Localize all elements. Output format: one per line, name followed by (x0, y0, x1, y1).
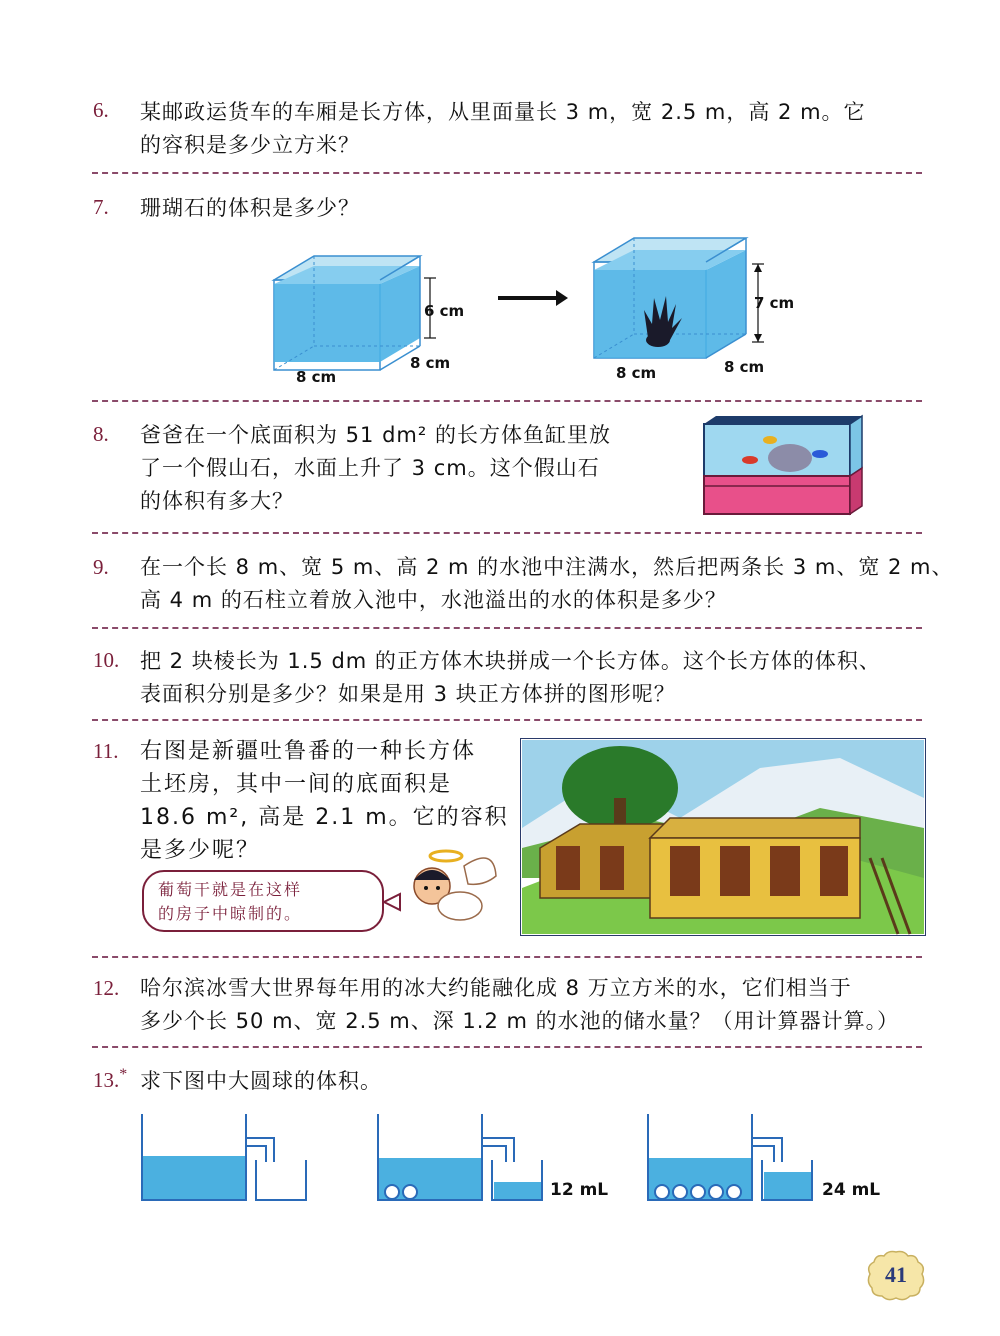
problem-13-number (93, 1068, 127, 1093)
problem-7-text (140, 192, 360, 225)
separator (92, 627, 922, 629)
problem-11-line4: 是多少呢？ (140, 838, 261, 863)
problem-8-line2: 了一个假山石，水面上升了 3 cm。这个假山石 (140, 456, 600, 480)
separator (92, 956, 922, 958)
problem-8-text (140, 419, 611, 518)
problem-9-line1: 在一个长 8 m、宽 5 m、高 2 m 的水池中注满水，然后把两条长 3 m、宽 2 m、 (140, 555, 954, 579)
bubble-line1: 葡萄干就是在这样 (158, 880, 303, 899)
adobe-house-illustration (520, 738, 926, 936)
problem-10-line1: 把 2 块棱长为 1.5 dm 的正方体木块拼成一个长方体。这个长方体的体积、 (140, 649, 881, 673)
problem-13-line1: 求下图中大圆球的体积。 (140, 1069, 382, 1093)
beaker-diagram (130, 1110, 910, 1210)
problem-12-number: 12. (93, 976, 120, 1000)
fish-tank-illustration (700, 414, 866, 522)
separator (92, 1046, 922, 1048)
tank1-width-label: 8 cm (296, 368, 337, 386)
separator (92, 719, 922, 721)
tank1-height-label: 6 cm (424, 302, 465, 320)
problem-8-line1: 爸爸在一个底面积为 51 dm² 的长方体鱼缸里放 (140, 423, 611, 447)
problem-6-number: 6. (93, 98, 109, 122)
separator (92, 400, 922, 402)
problem-7-number: 7. (93, 195, 109, 219)
angel-illustration (384, 836, 504, 936)
problem-9-line2: 高 4 m 的石柱立着放入池中，水池溢出的水的体积是多少？ (140, 588, 727, 612)
page-number: 41 (885, 1262, 907, 1287)
arrow-icon (498, 290, 568, 306)
separator (92, 172, 922, 174)
problem-6-line1: 某邮政运货车的车厢是长方体，从里面量长 3 m，宽 2.5 m，高 2 m。它 (140, 100, 866, 124)
problem-10-text (140, 645, 881, 711)
problem-12-line1: 哈尔滨冰雪大世界每年用的冰大约能融化成 8 万立方米的水，它们相当于 (140, 976, 852, 1000)
problem-6-text (140, 96, 866, 162)
beaker-set-2 (378, 1114, 542, 1200)
problem-12-line2: 多少个长 50 m、宽 2.5 m、深 1.2 m 的水池的储水量？（用计算器计算。） (140, 1009, 900, 1033)
tank2-height-label: 7 cm (754, 294, 795, 312)
problem-11-line2: 土坯房，其中一间的底面积是 (140, 772, 453, 797)
separator (92, 532, 922, 534)
problem-7-line1: 珊瑚石的体积是多少？ (140, 196, 360, 220)
problem-12-text (140, 972, 899, 1038)
problem-11-number: 11. (93, 739, 119, 763)
problem-11-line3: 18.6 m², 高是 2.1 m。它的容积 (140, 805, 509, 830)
problem-8-number: 8. (93, 422, 109, 446)
beaker-3-label: 24 mL (822, 1180, 881, 1200)
problem-9-number: 9. (93, 555, 109, 579)
bubble-line2: 的房子中晾制的。 (158, 904, 303, 923)
problem-10-number: 10. (93, 648, 120, 672)
problem-8-line3: 的体积有多大？ (140, 489, 294, 513)
problem-13-text (140, 1065, 382, 1098)
tank2-width-label: 8 cm (616, 364, 657, 382)
tank-2 (594, 238, 764, 358)
beaker-set-1 (142, 1114, 306, 1200)
tank2-depth-label: 8 cm (724, 358, 765, 376)
speech-bubble (142, 870, 384, 932)
beaker-set-3 (648, 1114, 812, 1200)
tank1-depth-label: 8 cm (410, 354, 451, 372)
beaker-2-label: 12 mL (550, 1180, 609, 1200)
problem-10-line2: 表面积分别是多少？如果是用 3 块正方体拼的图形呢？ (140, 682, 676, 706)
problem-6-line2: 的容积是多少立方米？ (140, 133, 360, 157)
problem-9-text (140, 551, 954, 617)
problem-11-line1: 右图是新疆吐鲁番的一种长方体 (140, 739, 477, 764)
problem-13-num: 13. (93, 1068, 120, 1092)
tank-1 (274, 256, 436, 370)
problem-13-star: * (119, 1066, 128, 1083)
